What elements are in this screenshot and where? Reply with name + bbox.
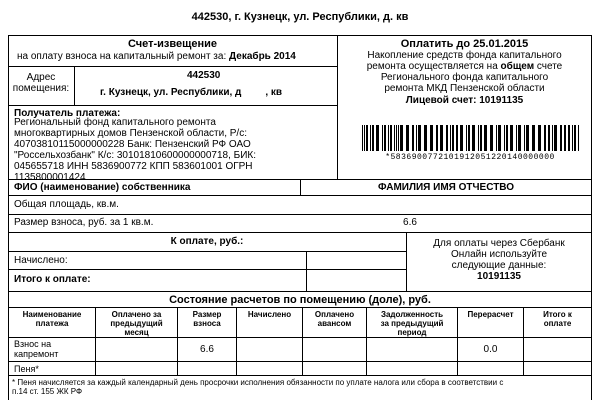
col-header-debt-l1: Задолженность [380,310,444,319]
addr-split [74,66,75,105]
rate-label: Размер взноса, руб. за 1 кв.м. [14,217,154,228]
recipient-line: 1135800001424 [14,172,86,183]
col-header-paid-prev-l1: Оплачено за [111,310,162,319]
owner-label: ФИО (наименование) собственника [14,182,191,193]
pay-by: Оплатить до 25.01.2015 [400,38,529,50]
fund-line-2 [338,61,591,72]
fund-line-2-pre: ремонта осуществляется на [366,61,498,72]
recipient-details [14,117,336,183]
row-recalc: 0.0 [483,344,498,355]
footnote-line-2: п.14 ст. 155 ЖК РФ [12,387,83,396]
footnote-line-1: * Пеня начисляется за каждый календарный день просрочки исполнения обязанности по уплате налога или сбора в соответствии с [12,378,504,387]
personal-account: Лицевой счет: 10191135 [405,95,524,106]
address-value [100,87,282,98]
barcode-image [362,125,582,151]
fund-line-1: Накопление средств фонда капитального [367,50,562,61]
total-label: Итого к оплате: [14,274,91,285]
address-label-2: помещения: [12,83,70,94]
sberbank-line-1: Для оплаты через Сбербанк [433,238,565,249]
col-header-total-l2: оплате [543,319,572,328]
col-header-paid-prev-l2: предыдущий [110,319,163,328]
notice-title: Счет-извещение [127,38,218,50]
address-kv: , кв [265,87,283,98]
col-header-advance-l2: авансом [317,319,352,328]
col-header-name [9,310,95,328]
row-name-l2: капремонт [14,349,59,359]
address-street: г. Кузнецк, ул. Республики, д [100,87,242,98]
col-header-rate-l2: взноса [193,319,221,328]
area-top [8,195,592,196]
frame-top [8,35,592,36]
area-label: Общая площадь, кв.м. [14,199,119,210]
accrued-split [306,251,307,291]
status-title: Состояние расчетов по помещению (доле), руб. [169,294,431,306]
fund-line-4: ремонта МКД Пензенской области [384,83,545,94]
period-line [17,51,337,62]
col-header-recalc-l1: Перерасчет [467,310,514,319]
address-label-1: Адрес [26,72,56,83]
fund-text [338,50,591,94]
recipient-line: 045655718 ИНН 5836900772 КПП 583601001 ОГРН [14,161,253,172]
recipient-line: Региональный фонд капитального ремонта [14,117,216,128]
footnote [12,378,592,396]
col-header-recalc [458,310,523,319]
col-header-accrued-l1: Начислено [247,310,292,319]
to-pay-title: К оплате, руб.: [170,236,244,247]
frame-left [8,35,9,400]
col-header-name-l1: Наименование [22,310,82,319]
recipient-line: "Россельхозбанк" К/с: 30101810600000000718, БИК: [14,150,257,161]
period-value: Декабрь 2014 [229,51,296,62]
row-name-l1: Взнос на [14,339,52,349]
recipient-line: 40703810115000000228 Банк: Пензенский РФ ОАО [14,139,251,150]
sberbank-info [407,238,591,282]
status-row2-bottom [8,375,592,376]
period-label: на оплату взноса на капитальный ремонт за: [17,51,227,62]
sberbank-line-2: Онлайн используйте [450,249,548,260]
col-header-total [524,310,591,328]
total-top [8,269,406,270]
sberbank-code: 10191135 [477,271,521,282]
header-address: 442530, г. Кузнецк, ул. Республики, д. кв [191,11,409,23]
col-header-rate [178,310,236,328]
table-row-penalty: Пеня* [14,364,39,374]
frame-right [591,35,592,400]
status-title-top [8,291,592,292]
fund-line-2-bold: общем [500,61,535,72]
col-header-advance-l1: Оплачено [314,310,355,319]
col-header-name-l2: платежа [35,319,69,328]
fund-line-2-post: счете [536,61,563,72]
topay-top [8,232,592,233]
recipient-label: Получатель платежа: [14,108,121,119]
col-header-advance [303,310,366,328]
row-rate: 6.6 [200,344,214,355]
col-header-paid-prev [96,310,177,337]
fund-line-3: Регионального фонда капитального [380,72,549,83]
col-header-debt-l3: период [397,328,427,337]
sberbank-line-3: следующие данные: [451,260,547,271]
accrued-label: Начислено: [14,255,68,266]
owner-value: ФАМИЛИЯ ИМЯ ОТЧЕСТВО [377,182,515,193]
col-header-total-l1: Итого к [543,310,572,319]
rate-top [8,214,592,215]
col-header-rate-l1: Размер [192,310,222,319]
table-row [14,339,94,359]
recipient-line: многоквартирных домов Пензенской области, Р/с: [14,128,247,139]
col-header-debt [367,310,457,337]
addr-bottom [8,105,337,106]
col-header-paid-prev-l3: месяц [124,328,149,337]
col-header-debt-l2: за предыдущий [380,319,444,328]
accrued-top [8,251,406,252]
address-index: 442530 [187,70,221,81]
addr-top [8,66,337,67]
col-header-accrued [237,310,302,319]
rate-value: 6.6 [403,217,417,228]
barcode-text: *5836900772101912051220140000000 [385,153,555,162]
